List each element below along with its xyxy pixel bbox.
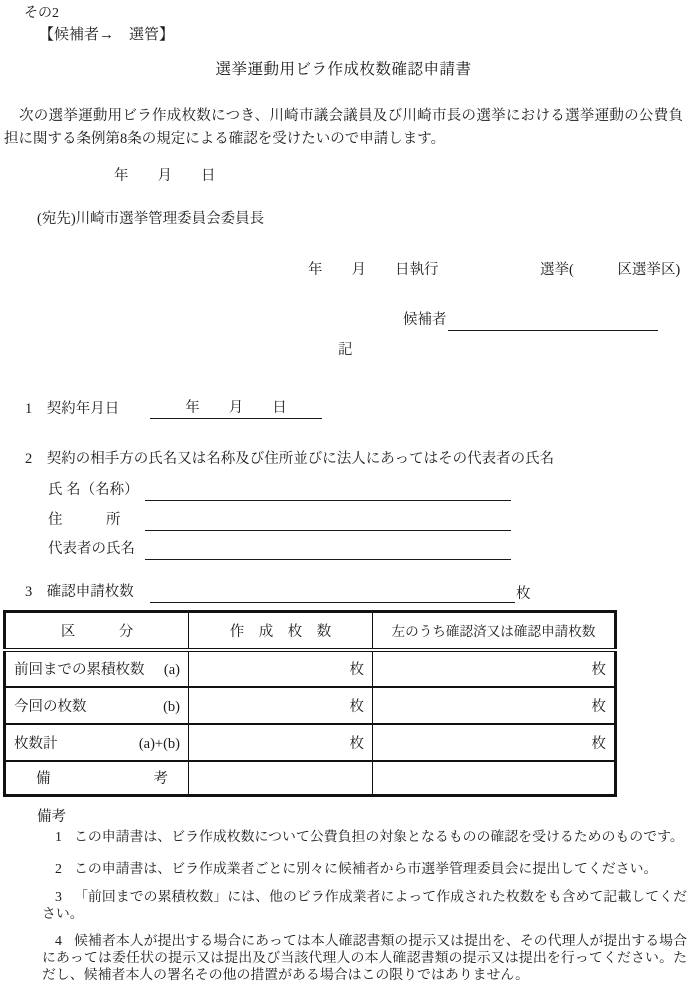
note-item-1 <box>42 829 687 846</box>
row-label: 枚数計 <box>14 735 58 752</box>
intro-paragraph: 次の選挙運動用ビラ作成枚数につき、川崎市議会議員及び川崎市長の選挙における選挙運動の公費負担に関する条例第8条の規定による確認を受けたいので申請します。 <box>4 108 683 147</box>
note-number: 1 <box>55 830 62 845</box>
header-copies-made: 作 成 枚 数 <box>189 612 373 650</box>
notation-marker: 記 <box>338 342 353 358</box>
field-label-address: 住 所 <box>48 512 121 528</box>
row-code: (a) <box>163 662 180 678</box>
field-label-representative: 代表者の氏名 <box>48 541 135 557</box>
cell-unit: 枚 <box>189 724 373 761</box>
candidate-label: 候補者 <box>403 312 447 328</box>
row-label: 前回までの累積枚数 <box>14 662 145 678</box>
candidate-fill-line <box>448 310 658 331</box>
cell-unit: 枚 <box>373 724 616 761</box>
note-number: 2 <box>55 862 62 877</box>
copies-table <box>3 610 617 797</box>
note-number: 4 <box>55 934 62 949</box>
note-item-4 <box>42 933 687 981</box>
cell-unit: 枚 <box>189 687 373 724</box>
section3-label: 3 確認申請枚数 <box>25 584 134 600</box>
cell-empty <box>189 761 373 796</box>
header-confirmed-copies: 左のうち確認済又は確認申請枚数 <box>373 612 616 650</box>
election-name-line: 選挙( 区選挙区) <box>540 262 681 278</box>
note-text: この申請書は、ビラ作成枚数について公費負担の対象となるものの確認を受けるためのものです。 <box>73 830 684 845</box>
header-category: 区 分 <box>5 612 189 650</box>
field-fill-representative <box>145 539 511 560</box>
application-date-line: 年 月 日 <box>114 168 216 184</box>
note-text: 候補者本人が提出する場合にあっては本人確認書類の提示又は提出を、その代理人が提出する場合にあっては委任状の提示又は提出及び当該代理人の本人確認書類の提示又は提出を行ってください。ただし、候補者本人の署名その他の措置がある場合はこの限りではありません。 <box>42 934 687 981</box>
contract-date-label: 1 契約年月日 <box>25 401 120 417</box>
row-code: (b) <box>163 698 180 715</box>
note-item-2 <box>42 861 687 878</box>
table-row-remarks <box>5 761 616 796</box>
field-fill-name <box>145 480 511 501</box>
cell-unit: 枚 <box>373 687 616 724</box>
route-label: 【候補者→ 選管】 <box>39 27 175 43</box>
field-fill-address <box>145 510 511 531</box>
note-text: 「前回までの累積枚数」には、他のビラ作成業者によって作成された枚数をも含めて記載してください。 <box>42 890 687 922</box>
row-code: 考 <box>153 771 168 788</box>
row-label: 備 <box>36 771 51 788</box>
page-label: その2 <box>24 6 59 21</box>
row-label: 今回の枚数 <box>14 698 87 715</box>
addressee-line: (宛先)川崎市選挙管理委員会委員長 <box>37 211 265 227</box>
section3-fill-line <box>150 582 515 603</box>
note-number: 3 <box>55 890 62 905</box>
contract-date-fill: 年 月 日 <box>150 399 322 419</box>
note-item-3 <box>42 889 687 923</box>
section2-heading: 2 契約の相手方の氏名又は名称及び住所並びに法人にあってはその代表者の氏名 <box>25 451 555 467</box>
document-title: 選挙運動用ビラ作成枚数確認申請書 <box>215 61 472 78</box>
table-row-cumulative <box>5 650 616 687</box>
notes-heading: 備考 <box>37 809 66 825</box>
row-code: (a)+(b) <box>138 735 180 752</box>
cell-empty <box>373 761 616 796</box>
field-label-name: 氏 名（名称） <box>48 482 139 498</box>
table-row-current <box>5 687 616 724</box>
section3-unit: 枚 <box>516 586 531 602</box>
note-text: この申請書は、ビラ作成業者ごとに別々に候補者から市選挙管理委員会に提出してください。 <box>73 862 658 877</box>
table-header-row <box>5 612 616 650</box>
cell-unit: 枚 <box>373 650 616 687</box>
cell-unit: 枚 <box>189 650 373 687</box>
election-exec-date: 年 月 日執行 <box>308 262 439 278</box>
table-row-total <box>5 724 616 761</box>
